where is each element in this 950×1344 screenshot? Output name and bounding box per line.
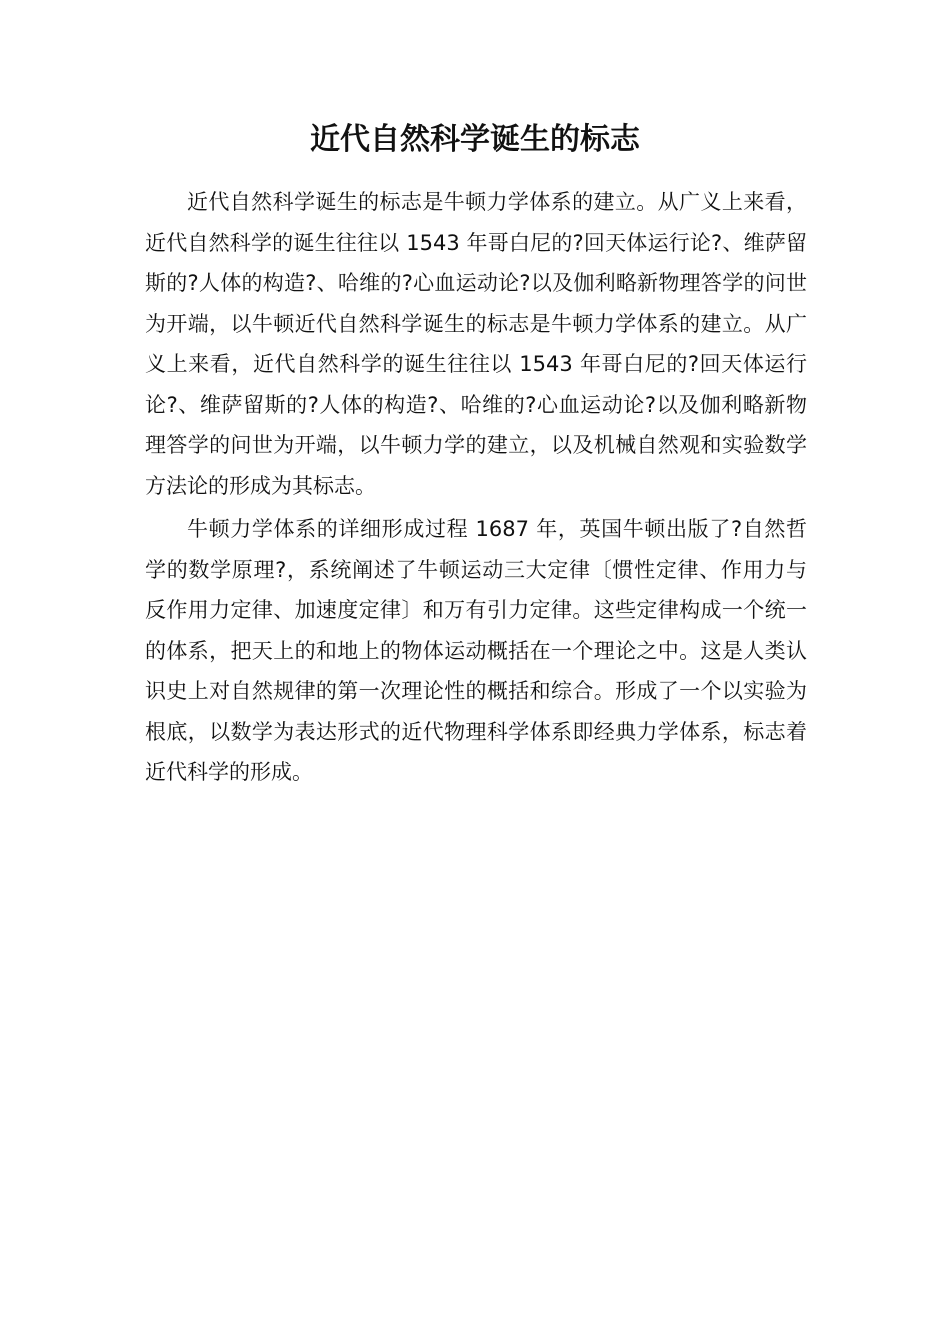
document-title: 近代自然科学诞生的标志 — [310, 122, 640, 157]
document-body — [145, 182, 807, 796]
paragraph-2: 牛顿力学体系的详细形成过程 1687 年，英国牛顿出版了?自然哲学的数学原理?，系统阐述了牛顿运动三大定律〔惯性定律、作用力与反作用力定律、加速度定律〕和万有引力定律。这些定律构成一个统一的体系，把天上的和地上的物体运动概括在一个理论之中。这是人类认识史上对自然规律的第一次理论性的概括和综合。形成了一个以实验为根底，以数学为表达形式的近代物理科学体系即经典力学体系，标志着近代科学的形成。 — [145, 517, 807, 784]
paragraph-1: 近代自然科学诞生的标志是牛顿力学体系的建立。从广义上来看，近代自然科学的诞生往往以 1543 年哥白尼的?回天体运行论?、维萨留斯的?人体的构造?、哈维的?心血运动论?以及伽利略新物理答学的问世为开端，以牛顿近代自然科学诞生的标志是牛顿力学体系的建立。从广义上来看，近代自然科学的诞生往往以 1543 年哥白尼的?回天体运行论?、维萨留斯的?人体的构造?、哈维的?心血运动论?以及伽利略新物理答学的问世为开端，以牛顿力学的建立，以及机械自然观和实验数学方法论的形成为其标志。 — [145, 190, 807, 498]
